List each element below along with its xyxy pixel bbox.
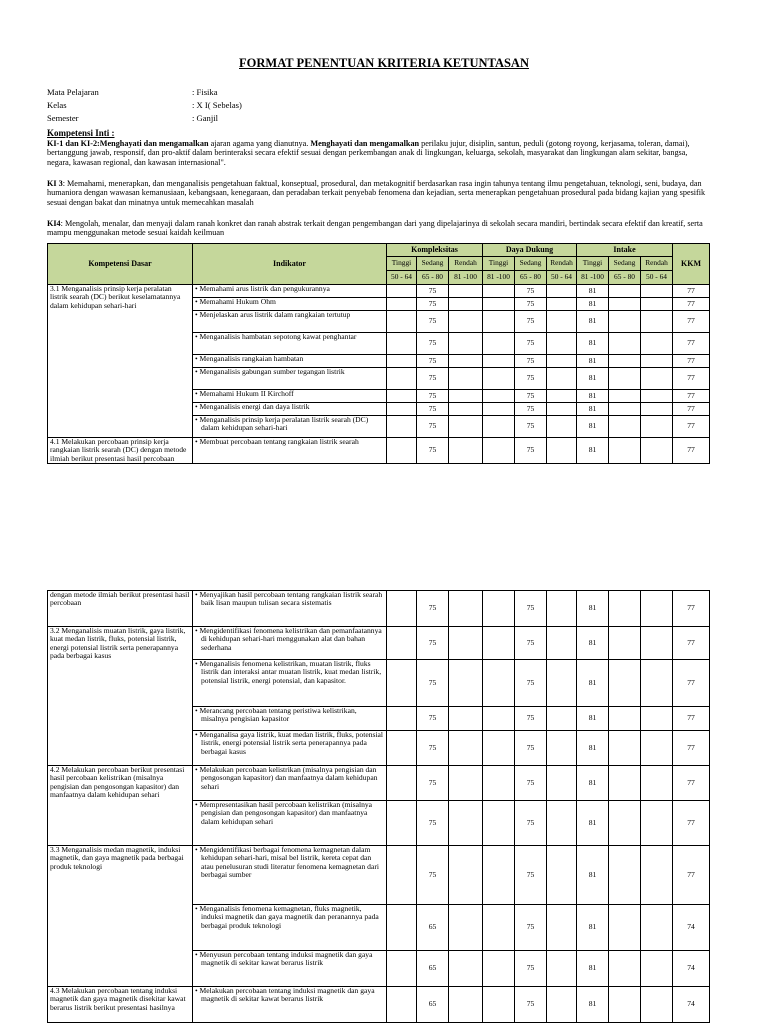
kompleksitas-value: 75	[417, 707, 449, 731]
subheader-level: Sedang	[417, 257, 449, 271]
intake-value: 81	[577, 801, 609, 846]
indikator-cell: • Menganalisa gaya listrik, kuat medan listrik, fluks, potensial listrik, energi potensial listrik serta penerapannya pada berbagai kasus	[193, 731, 387, 766]
daya-dukung-value: 75	[515, 403, 547, 416]
indikator-cell: • Menganalisis fenomena kelistrikan, muatan listrik, fluks listrik dan interaksi antar muatan listrik, kuat medan listrik, potensial listrik, energi potensial, dan kapasitor.	[193, 660, 387, 707]
kkm-value: 77	[673, 846, 710, 905]
ki12-lead: KI-1 dan KI-2:	[47, 139, 100, 148]
kompleksitas-value: 75	[417, 403, 449, 416]
daya-dukung-value: 75	[515, 355, 547, 368]
kompleksitas-value: 65	[417, 987, 449, 1023]
header-intake: Intake	[577, 244, 673, 257]
subheader-level: Sedang	[609, 257, 641, 271]
ki-heading: Kompetensi Inti :	[47, 128, 115, 138]
kkm-value: 77	[673, 368, 710, 390]
kompleksitas-value: 75	[417, 355, 449, 368]
indikator-cell: • Menganalisis energi dan daya listrik	[193, 403, 387, 416]
document-title: FORMAT PENENTUAN KRITERIA KETUNTASAN	[239, 56, 529, 70]
meta-label: Kelas	[47, 100, 67, 110]
indikator-cell: • Membuat percobaan tentang rangkaian listrik searah	[193, 438, 387, 464]
subheader-level: Rendah	[547, 257, 577, 271]
daya-dukung-value: 75	[515, 368, 547, 390]
kompetensi-dasar-cell: 3.1 Menganalisis prinsip kerja peralatan listrik searah (DC) berikut keselamatannya dalam kehidupan sehari-hari	[48, 285, 193, 438]
document-page-1	[0, 0, 768, 470]
indikator-cell: • Memahami arus listrik dan pengukurannya	[193, 285, 387, 298]
intake-value: 81	[577, 731, 609, 766]
intake-value: 81	[577, 438, 609, 464]
indikator-cell: • Memahami Hukum Ohm	[193, 298, 387, 311]
kompleksitas-value: 75	[417, 801, 449, 846]
subheader-range: 65 - 80	[515, 271, 547, 285]
subheader-level: Tinggi	[387, 257, 417, 271]
kompleksitas-value: 75	[417, 311, 449, 333]
ki-1-2-paragraph	[47, 139, 709, 167]
table-row	[48, 846, 710, 905]
indikator-cell: • Menganalisis rangkaian hambatan	[193, 355, 387, 368]
daya-dukung-value: 75	[515, 987, 547, 1023]
header-kompleksitas: Kompleksitas	[387, 244, 483, 257]
meta-label: Mata Pelajaran	[47, 87, 99, 97]
subheader-range: 50 - 64	[547, 271, 577, 285]
ki3-lead: KI 3	[47, 179, 63, 188]
subheader-level: Sedang	[515, 257, 547, 271]
indikator-cell: • Mempresentasikan hasil percobaan kelistrikan (misalnya pengisian dan pengosongan kapasitor) dan manfaatnya dalam kehidupan sehari	[193, 801, 387, 846]
daya-dukung-value: 75	[515, 660, 547, 707]
kkm-value: 77	[673, 438, 710, 464]
intake-value: 81	[577, 416, 609, 438]
header-kkm: KKM	[673, 244, 710, 285]
indikator-cell: • Menganalisis gabungan sumber tegangan listrik	[193, 368, 387, 390]
kkm-value: 77	[673, 731, 710, 766]
intake-value: 81	[577, 846, 609, 905]
intake-value: 81	[577, 285, 609, 298]
indikator-cell: • Menyajikan hasil percobaan tentang rangkaian listrik searah baik lisan maupun tulisan secara sistematis	[193, 591, 387, 627]
kkm-value: 77	[673, 766, 710, 801]
daya-dukung-value: 75	[515, 416, 547, 438]
indikator-cell: • Memahami Hukum II Kirchoff	[193, 390, 387, 403]
kkm-value: 77	[673, 355, 710, 368]
kkm-table-part-2	[47, 590, 710, 1023]
daya-dukung-value: 75	[515, 591, 547, 627]
kompleksitas-value: 75	[417, 438, 449, 464]
table-row	[48, 766, 710, 801]
meta-value: : Ganjil	[192, 113, 219, 123]
kkm-value: 77	[673, 707, 710, 731]
table-row	[48, 438, 710, 464]
header-indikator: Indikator	[193, 244, 387, 285]
kkm-value: 77	[673, 403, 710, 416]
ki12-bold-1: Menghayati dan mengamalkan	[99, 139, 209, 148]
kkm-value: 77	[673, 660, 710, 707]
ki-3-paragraph	[47, 179, 709, 207]
subheader-range: 81 -100	[483, 271, 515, 285]
kompleksitas-value: 75	[417, 846, 449, 905]
daya-dukung-value: 75	[515, 766, 547, 801]
ki12-text-2: perilaku jujur, disiplin, santun, peduli (gotong royong, kerjasama, toleran, damai), bertanggung jawab, responsif, dan pro-aktif dalam berinteraksi secara efektif sesuai dengan perkembangan anak di lingkungan, keluarga, sekolah, masyarakat dan lingkungan alam sekitar, bangsa, negara, kawasan regional, dan kawasan internasional".	[47, 139, 690, 167]
intake-value: 81	[577, 403, 609, 416]
kompetensi-dasar-cell: 4.3 Melakukan percobaan tentang induksi magnetik dan gaya magnetik disekitar kawat berarus listrik berikut presentasi hasilnya	[48, 987, 193, 1023]
kompleksitas-value: 75	[417, 731, 449, 766]
daya-dukung-value: 75	[515, 731, 547, 766]
indikator-cell: • Mengidentifikasi berbagai fenomena kemagnetan dalam kehidupan sehari-hari, misal bel listrik, kereta cepat dan atau penelusuran studi literatur fenomena kemagnetan dari berbagai sumber	[193, 846, 387, 905]
indikator-cell: • Melakukan percobaan kelistrikan (misalnya pengisian dan pengosongan kapasitor) dan manfaatnya dalam kehidupan sehari	[193, 766, 387, 801]
kkm-value: 77	[673, 627, 710, 660]
kompleksitas-value: 75	[417, 766, 449, 801]
subheader-level: Tinggi	[483, 257, 515, 271]
ki-4-paragraph	[47, 219, 709, 238]
kkm-table-part-1	[47, 243, 710, 464]
kompleksitas-value: 75	[417, 416, 449, 438]
kkm-value: 74	[673, 951, 710, 987]
table-row	[48, 285, 710, 298]
intake-value: 81	[577, 355, 609, 368]
meta-value: : Fisika	[192, 87, 218, 97]
kkm-value: 77	[673, 333, 710, 355]
kompleksitas-value: 75	[417, 390, 449, 403]
kkm-value: 77	[673, 390, 710, 403]
daya-dukung-value: 75	[515, 438, 547, 464]
daya-dukung-value: 75	[515, 801, 547, 846]
kkm-value: 74	[673, 905, 710, 951]
kompetensi-dasar-cell: dengan metode ilmiah berikut presentasi hasil percobaan	[48, 591, 193, 627]
document-page-2	[0, 590, 768, 1024]
daya-dukung-value: 75	[515, 951, 547, 987]
kompleksitas-value: 75	[417, 333, 449, 355]
kompleksitas-value: 75	[417, 591, 449, 627]
kompetensi-dasar-cell: 4.2 Melakukan percobaan berikut presentasi hasil percobaan kelistrikan (misalnya pengisian dan pengosongan kapasitor) dan manfaatnya dalam kehidupan sehari	[48, 766, 193, 846]
kompetensi-dasar-cell: 4.1 Melakukan percobaan prinsip kerja rangkaian listrik searah (DC) dengan metode ilmiah berikut presentasi hasil percobaan	[48, 438, 193, 464]
daya-dukung-value: 75	[515, 846, 547, 905]
header-daya-dukung: Daya Dukung	[483, 244, 577, 257]
kompetensi-dasar-cell: 3.2 Menganalisis muatan listrik, gaya listrik, kuat medan listrik, fluks, potensial listrik, energi potensial listrik serta penerapannya pada berbagai kasus	[48, 627, 193, 766]
ki12-bold-2: Menghayati dan mengamalkan	[310, 139, 420, 148]
subheader-range: 50 - 64	[641, 271, 673, 285]
indikator-cell: • Menjelaskan arus listrik dalam rangkaian tertutup	[193, 311, 387, 333]
daya-dukung-value: 75	[515, 627, 547, 660]
daya-dukung-value: 75	[515, 285, 547, 298]
daya-dukung-value: 75	[515, 905, 547, 951]
indikator-cell: • Menyusun percobaan tentang induksi magnetik dan gaya magnetik di sekitar kawat berarus listrik	[193, 951, 387, 987]
intake-value: 81	[577, 987, 609, 1023]
daya-dukung-value: 75	[515, 298, 547, 311]
intake-value: 81	[577, 298, 609, 311]
kkm-value: 77	[673, 285, 710, 298]
indikator-cell: • Menganalisis hambatan sepotong kawat penghantar	[193, 333, 387, 355]
intake-value: 81	[577, 707, 609, 731]
intake-value: 81	[577, 591, 609, 627]
indikator-cell: • Melakukan percobaan tentang induksi magnetik dan gaya magnetik di sekitar kawat berarus listrik	[193, 987, 387, 1023]
table-row	[48, 987, 710, 1023]
intake-value: 81	[577, 368, 609, 390]
intake-value: 81	[577, 660, 609, 707]
kkm-value: 77	[673, 591, 710, 627]
ki4-text: : Mengolah, menalar, dan menyaji dalam ranah konkret dan ranah abstrak terkait dengan pengembangan dari yang dipelajarinya di sekolah secara mandiri, bertindak secara efektif dan kreatif, serta mampu menggunakan metode sesuai kaidah keilmuan	[47, 219, 703, 238]
kompleksitas-value: 65	[417, 951, 449, 987]
subheader-level: Rendah	[449, 257, 483, 271]
kompleksitas-value: 65	[417, 905, 449, 951]
intake-value: 81	[577, 311, 609, 333]
intake-value: 81	[577, 766, 609, 801]
kkm-value: 77	[673, 311, 710, 333]
indikator-cell: • Mengidentifikasi fenomena kelistrikan dan pemanfaatannya di kehidupan sehari-hari menggunakan alat dan bahan sederhana	[193, 627, 387, 660]
subheader-range: 65 - 80	[417, 271, 449, 285]
meta-value: : X I( Sebelas)	[192, 100, 242, 110]
kkm-value: 74	[673, 987, 710, 1023]
daya-dukung-value: 75	[515, 311, 547, 333]
indikator-cell: • Merancang percobaan tentang peristiwa kelistrikan, misalnya pengisian kapasitor	[193, 707, 387, 731]
subheader-level: Rendah	[641, 257, 673, 271]
intake-value: 81	[577, 390, 609, 403]
table-row	[48, 627, 710, 660]
daya-dukung-value: 75	[515, 707, 547, 731]
kompleksitas-value: 75	[417, 368, 449, 390]
header-kompetensi-dasar: Kompetensi Dasar	[48, 244, 193, 285]
ki12-text-1: ajaran agama yang dianutnya.	[208, 139, 311, 148]
indikator-cell: • Menganalisis prinsip kerja peralatan listrik searah (DC) dalam kehidupan sehari-hari	[193, 416, 387, 438]
table-row	[48, 591, 710, 627]
subheader-range: 50 - 64	[387, 271, 417, 285]
kompetensi-dasar-cell: 3.3 Menganalisis medan magnetik, induksi magnetik, dan gaya magnetik pada berbagai produk teknologi	[48, 846, 193, 987]
kompleksitas-value: 75	[417, 298, 449, 311]
ki4-lead: KI4	[47, 219, 61, 228]
intake-value: 81	[577, 951, 609, 987]
daya-dukung-value: 75	[515, 333, 547, 355]
meta-label: Semester	[47, 113, 79, 123]
kkm-value: 77	[673, 298, 710, 311]
kompleksitas-value: 75	[417, 627, 449, 660]
daya-dukung-value: 75	[515, 390, 547, 403]
kkm-value: 77	[673, 416, 710, 438]
indikator-cell: • Menganalisis fenomena kemagnetan, fluks magnetik, induksi magnetik dan gaya magnetik dan peranannya pada berbagai produk teknologi	[193, 905, 387, 951]
kkm-value: 77	[673, 801, 710, 846]
intake-value: 81	[577, 333, 609, 355]
intake-value: 81	[577, 905, 609, 951]
subheader-range: 81 -100	[577, 271, 609, 285]
subheader-range: 81 -100	[449, 271, 483, 285]
intake-value: 81	[577, 627, 609, 660]
kompleksitas-value: 75	[417, 285, 449, 298]
kompleksitas-value: 75	[417, 660, 449, 707]
ki3-text: : Memahami, menerapkan, dan menganalisis pengetahuan faktual, konseptual, prosedural, dan metakognitif berdasarkan rasa ingin tahunya tentang ilmu pengetahuan, teknologi, seni, budaya, dan humaniora dengan wawasan kemanusiaan, kebangsaan, kenegaraan, dan peradaban terkait penyebab fenomena dan kejadian, serta menerapkan pengetahuan prosedural pada bidang kajian yang spesifik sesuai dengan bakat dan minatnya untuk memecahkan masalah	[47, 179, 706, 207]
subheader-level: Tinggi	[577, 257, 609, 271]
subheader-range: 65 - 80	[609, 271, 641, 285]
